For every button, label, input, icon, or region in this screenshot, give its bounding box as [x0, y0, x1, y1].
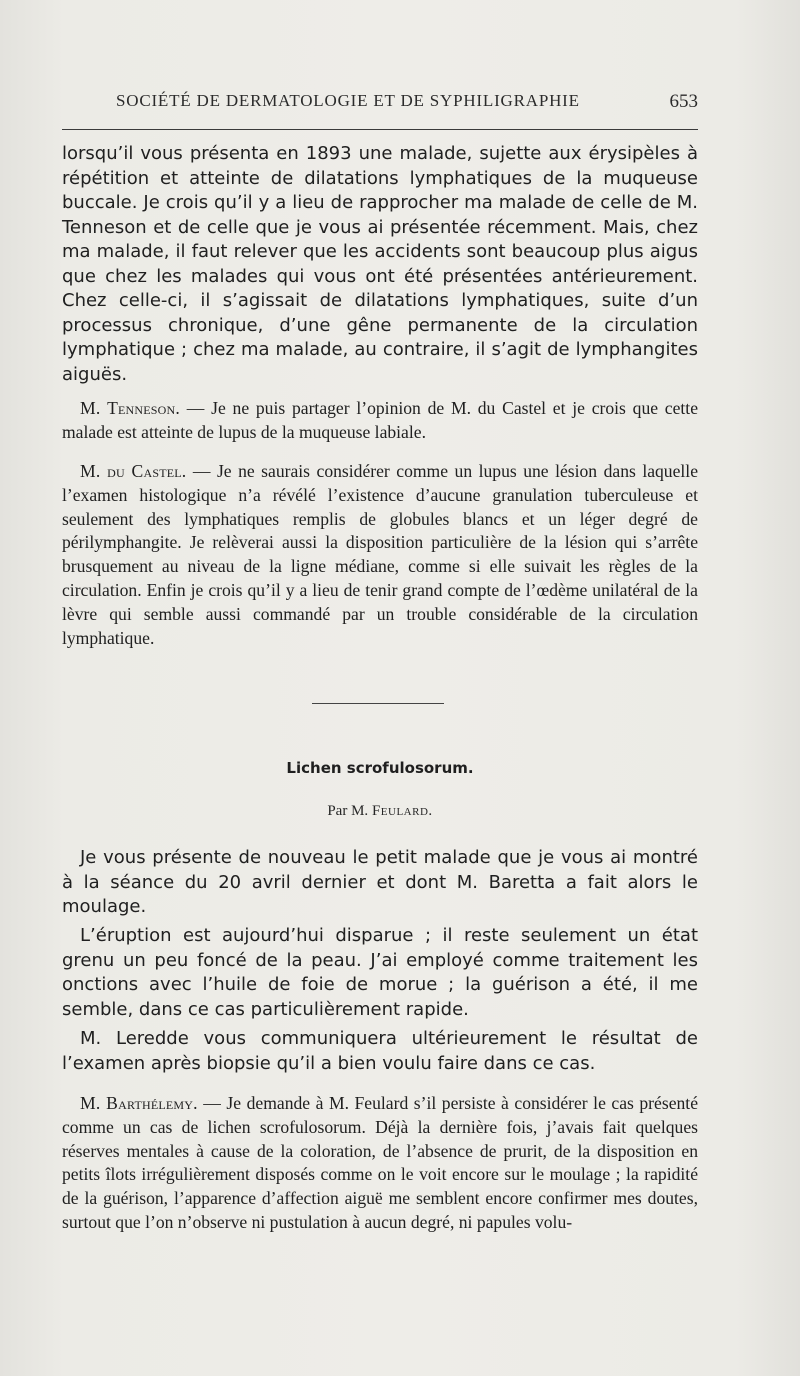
paragraph-tenneson: [62, 397, 698, 445]
page-number: 653: [669, 91, 698, 112]
section-title: Lichen scrofulosorum.: [286, 759, 474, 777]
section-author: [62, 803, 698, 820]
header-rule: [62, 129, 698, 130]
section-separator: [312, 703, 444, 704]
author-name: Feulard.: [371, 803, 433, 819]
paragraph-text: L’éruption est aujourd’hui disparue ; il reste seulement un état grenu un peu foncé de la peau. J’ai employé comme traitement les onctions avec l’huile de foie de morue ; la guérison a été, il me semble, dans ce cas particulièrement rapide.: [62, 925, 698, 1020]
author-prefix: Par M.: [327, 803, 372, 819]
speaker-name: M. Tenneson.: [80, 398, 181, 418]
paragraph-text: M. Leredde vous communiquera ultérieurement le résultat de l’examen après biopsie qu’il a bien voulu faire dans ce cas.: [62, 1028, 698, 1074]
paragraph-feulard-1: [62, 846, 698, 920]
paragraph-text: Je vous présente de nouveau le petit malade que je vous ai montré à la séance du 20 avril dernier et dont M. Baretta a fait alors le moulage.: [62, 847, 698, 917]
paragraph-text: lorsqu’il vous présenta en 1893 une malade, sujette aux érysipèles à répétition et atteinte de dilatations lymphatiques de la muqueuse buccale. Je crois qu’il y a lieu de rapprocher ma malade de celle de M. Tenneson et de celle que je vous ai présentée récemment. Mais, chez ma malade, il faut relever que les accidents sont beaucoup plus aigus que chez les malades qui vous ont été présentées antérieurement. Chez celle-ci, il s’agissait de dilatations lymphatiques, suite d’un processus chronique, d’une gêne permanente de la circulation lymphatique ; chez ma malade, au contraire, il s’agit de lymphangites aiguës.: [62, 143, 698, 385]
paragraph-text: — Je ne puis partager l’opinion de M. du Castel et je crois que cette malade est atteinte de lupus de la muqueuse labiale.: [62, 398, 699, 442]
paragraph-text: — Je demande à M. Feulard s’il persiste à considérer le cas présenté comme un cas de lichen scrofulosorum. Déjà la dernière fois, j’avais fait quelques réserves mentales à cause de la coloration, de l’absence de prurit, de la disposition en petits îlots irrégulièrement disposés comme on le voit encore sur le moulage ; la rapidité de la guérison, l’apparence d’affection aiguë me semblent encore confirmer mes doutes, surtout que l’on n’observe ni pustulation à aucun degré, ni papules volu-: [62, 1093, 698, 1232]
paragraph-barthelemy: [62, 1092, 698, 1235]
paragraph-feulard-2: [62, 924, 698, 1022]
running-title: SOCIÉTÉ DE DERMATOLOGIE ET DE SYPHILIGRAPHIE: [116, 91, 580, 110]
paragraph-feulard-3: [62, 1027, 698, 1076]
speaker-name: M. du Castel.: [80, 461, 187, 481]
speaker-name: M. Barthélemy.: [80, 1093, 198, 1113]
page-header: [62, 90, 698, 120]
paragraph-continuation: [62, 142, 698, 387]
paragraph-text: — Je ne saurais considérer comme un lupus une lésion dans laquelle l’examen histologique n’a révélé l’existence d’aucune granulation tuberculeuse et seulement des lymphatiques remplis de globules blancs et un léger degré de périlymphangite. Je relèverai aussi la disposition particulière de la lésion qui s’arrête brusquement au niveau de la ligne médiane, comme si elle suivait les règles de la circulation. Enfin je crois qu’il y a lieu de tenir grand compte de l’œdème unilatéral de la lèvre qui semble aussi commandé par un trouble considérable de la circulation lymphatique.: [62, 461, 698, 648]
paragraph-du-castel: [62, 460, 698, 650]
